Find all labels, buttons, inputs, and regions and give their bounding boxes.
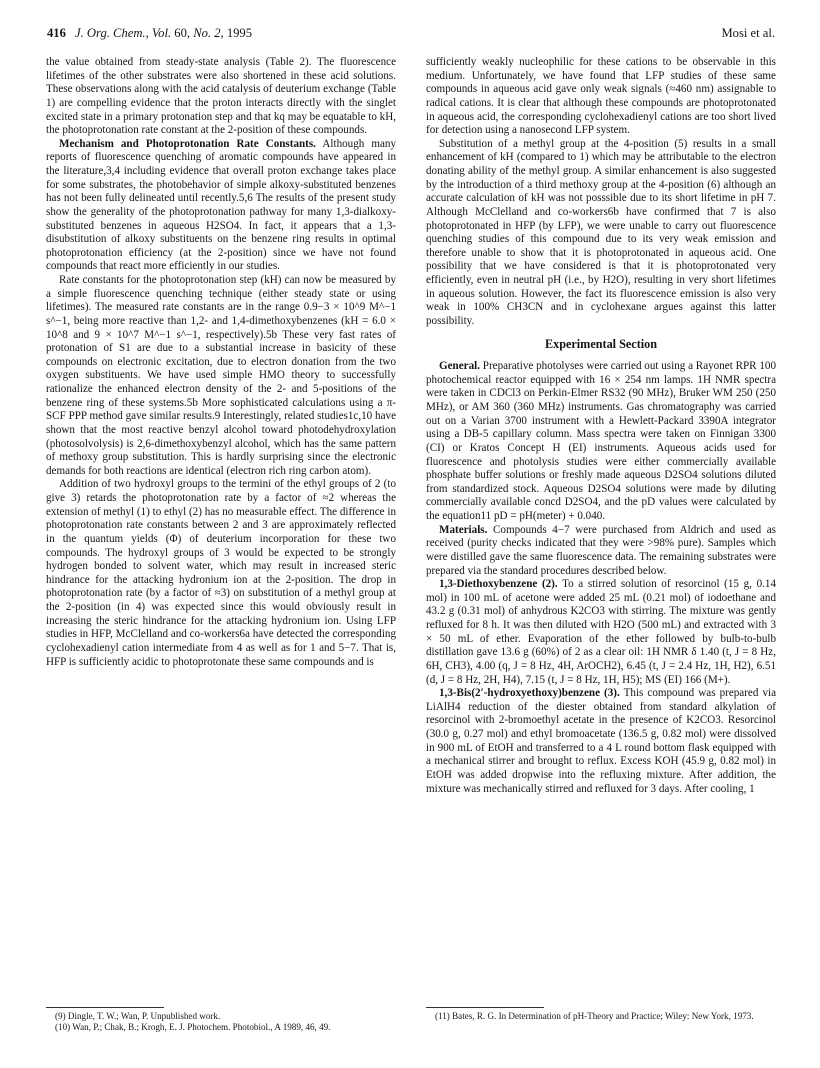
general-paragraph xyxy=(426,360,776,524)
left-column xyxy=(46,56,396,669)
mechanism-heading: Mechanism and Photoprotonation Rate Constants. xyxy=(59,137,316,150)
compound-2-heading: 1,3-Diethoxybenzene (2). xyxy=(439,578,558,591)
header-citation xyxy=(47,26,252,41)
issue-number: No. 2, xyxy=(193,26,224,40)
footnote-rule xyxy=(46,1007,164,1008)
footnote-10: (10) Wan, P.; Chak, B.; Krogh, E. J. Photochem. Photobiol., A 1989, 46, 49. xyxy=(55,1022,331,1033)
compound-3-paragraph xyxy=(426,687,776,796)
footnote-9: (9) Dingle, T. W.; Wan, P. Unpublished work. xyxy=(55,1011,221,1021)
rate-constants-paragraph: Rate constants for the photoprotonation step (kH) can now be measured by a simple fluorescence quenching technique (either steady state or using lifetimes). The measured rate constants are in the range 0.9−3 × 10^9 M^−1 s^−1, being more reactive than 1,2- and 1,4-dimethoxybenzenes (kH = 6.0 × 10^8 and 9 × 10^7 M^−1 s^−1, respectively).5b These very fast rates of protonation of S1 are due to a substantial increase in basicity of these compounds on electronic excitation, due to electron donation from the two oxygen substituents. We have used simple HMO theory to successfully rationalize the enhanced electron density of the 2- and 5-positions of the benzene ring of these systems.5b More sophisticated calculations using a π-SCF PPP method gave similar results.9 Interestingly, related studies1c,10 have shown that the most reactive benzyl alcohol toward photodehydroxylation (photosolvolysis) is 2,6-dimethoxybenzyl alcohol, which has the same pattern of methoxy group substitution. This is hardly surprising since the electronic demands for both reactions are identical (electron rich ring carbon atom). xyxy=(46,274,396,477)
page-number: 416 xyxy=(47,26,66,40)
compound-3-body: This compound was prepared via LiAlH4 reduction of the diester obtained from standard alkylation of resorcinol with 2-bromoethyl acetate in the presence of K2CO3. Resorcinol (30.0 g, 0.27 mol) and ethyl bromoacetate (136.5 g, 0.82 mol) were dissolved in 900 mL of EtOH and transferred to a 4 L round bottom flask equipped with a mechanical stirrer and brought to reflux. Excess KOH (45.9 g, 0.82 mol) in EtOH was added dropwise into the refluxing mixture. After addition, the mixture was mechanically stirred and refluxed for 3 days. After cooling, 1 xyxy=(426,687,776,795)
materials-body: Compounds 4−7 were purchased from Aldrich and used as received (purity checks indicated that they were >98% pure). Samples which were distilled gave the same fluorescence data. The remaining substrates were prepared via the standard procedures described below. xyxy=(426,523,776,577)
right-paragraph-1: sufficiently weakly nucleophilic for these cations to be observable in this medium. Unfortunately, we have found that LFP studies of these same compounds in aqueous acid gave only weak signals (≈460 nm) assignable to radical cations. It is clear that although these compounds are photoprotonated in aqueous acid, the corresponding cyclohexadienyl cations are too short lived for detection using a nanosecond LFP system. xyxy=(426,56,776,137)
running-header xyxy=(47,26,775,48)
footnote-rule xyxy=(426,1007,544,1008)
footnote-11: (11) Bates, R. G. In Determination of pH-Theory and Practice; Wiley: New York, 1973. xyxy=(435,1011,754,1021)
right-footnotes xyxy=(426,1007,776,1022)
materials-heading: Materials. xyxy=(439,523,488,536)
general-body: Preparative photolyses were carried out using a Rayonet RPR 100 photochemical reactor equipped with 16 × 254 nm lamps. 1H NMR spectra were taken in CDCl3 on Perkin-Elmer RS32 (90 MHz), Bruker WM 250 (250 MHz), or AM 360 (360 MHz) instruments. Gas chromatography was carried out on a Varian 3700 instrument with a Hewlett-Packard 3390A integrator using a DB-5 capillary column. Mass spectra were taken on Finnigan 3300 (CI) or Kratos Concept H (EI) instruments. Aqueous acids used for fluorescence and photolysis studies were either commercially available phosphate buffer solutions or freshly made aqueous D2SO4 solutions diluted from standardized stock. Aqueous D2SO4 solutions were made by diluting commercially available concd D2SO4, and the pD values were calculated by the equation11 pD = pH(meter) + 0.040. xyxy=(426,360,776,522)
right-column xyxy=(426,56,776,796)
compound-3-heading: 1,3-Bis(2′-hydroxyethoxy)benzene (3). xyxy=(439,687,620,700)
compound-2-body: To a stirred solution of resorcinol (15 g, 0.14 mol) in 100 mL of acetone were added 25 mL (0.21 mol) of iodoethane and 43.2 g (0.31 mol) of anhydrous K2CO3 with stirring. The mixture was gently refluxed for 8 h. It was then diluted with H2O (500 mL) and extracted with 3 × 50 mL of ether. Evaporation of the ether followed by bulb-to-bulb distillation gave 13.6 g (60%) of 2 as a clear oil: 1H NMR δ 1.40 (t, J = 8 Hz, 6H, CH3), 4.00 (q, J = 8 Hz, 4H, ArOCH2), 6.45 (t, J = 2.4 Hz, 1H, H2), 6.51 (d, J = 8 Hz, 2H, H4), 7.15 (t, J = 8 Hz, 1H, H5); MS (EI) 166 (M+). xyxy=(426,578,776,686)
volume-label: Vol. xyxy=(151,26,172,40)
mechanism-paragraph xyxy=(46,138,396,274)
substitution-paragraph: Substitution of a methyl group at the 4-position (5) results in a small enhancement of kH (compared to 1) which may be attributable to the electron donating ability of the methyl group. A similar enhancement is also suggested by the introduction of a third methoxy group at the 4-position (6) although an accurate calculation of kH was not posssible due to its short lifetime in pH 7. Although McClelland and co-workers6b have confirmed that 7 is also photoprotonated in HFP (by LFP), we were unable to carry out fluorescence quenching studies of this compound due to its very weak emission and therefore unable to show that it is photoprotonated in aqueous acid. One possibility that we have considered is that it is photoprotonated very efficiently, even in neutral pH (i.e., by H2O), resulting in very short lifetimes in aqueous solution. However, the fact its fluorescence emission is also very weak in 100% CH3CN and in cyclohexane argues against this latter possibility. xyxy=(426,137,776,327)
volume-number: 60, xyxy=(174,26,191,40)
mechanism-body: Although many reports of fluorescence quenching of aromatic compounds have appeared in the literature,3,4 including evidence that overall proton exchange takes place for some substrates, the photobehavior of simple alkoxy-substituted benzenes has not been fully delineated until recently.5,6 The results of the present study show the generality of the photoprotonation pathway for many 1,3-dialkoxy-substituted benzenes in aqueous H2SO4. In fact, it appears that a 1,3-disubstitution of alkoxy substituents on the benzene ring results in optimal photoprotonation efficiency (at the 2-position) since we have not found compounds that react more efficiently in our studies. xyxy=(46,137,396,273)
compound-2-paragraph xyxy=(426,578,776,687)
general-heading: General. xyxy=(439,360,480,373)
experimental-section-title: Experimental Section xyxy=(544,336,658,351)
left-footnotes xyxy=(46,1007,396,1033)
materials-paragraph xyxy=(426,524,776,579)
hydroxyl-paragraph: Addition of two hydroxyl groups to the termini of the ethyl groups of 2 (to give 3) retards the photoprotonation rate by a factor of ≈2 whereas the extension of methyl (1) to ethyl (2) has no measurable effect. The difference in photoprotonation rate constants between 2 and 3 are approximately reflected in the quantum yields (Φ) of deuterium incorporation for these two compounds. The hydroxyl groups of 3 would be expected to be strongly hydrogen bonded to solvent water, which may result in increased steric hindrance for the attacking hydronium ion at the 2-position. The drop in photoprotonation rate (by a factor of ≈3) on substitution of a methyl group at the 2-position (in 4) was expected since this would obviously result in increasing the steric hindrance for the attacking hydronium ion. Using LFP studies in HFP, McClelland and co-workers6a have detected the corresponding cyclohexadienyl cation intermediate from 4 as well as for 1 and 5−7. That is, HFP is sufficiently acidic to photoprotonate these same compounds and is xyxy=(46,478,396,668)
header-authors: Mosi et al. xyxy=(721,26,775,40)
left-paragraph-1: the value obtained from steady-state analysis (Table 2). The fluorescence lifetimes of the other substrates were also shortened in these acid solutions. These observations along with the acid catalysis of deuterium exchange (Table 1) are compelling evidence that the proton interacts directly with the singlet excited state in a primary protonation step and that kq may be equatable to kH, the photoprotonation rate constant at the 2-position of these compounds. xyxy=(46,56,396,137)
publication-year: 1995 xyxy=(226,26,252,40)
journal-name: J. Org. Chem., xyxy=(75,26,149,40)
